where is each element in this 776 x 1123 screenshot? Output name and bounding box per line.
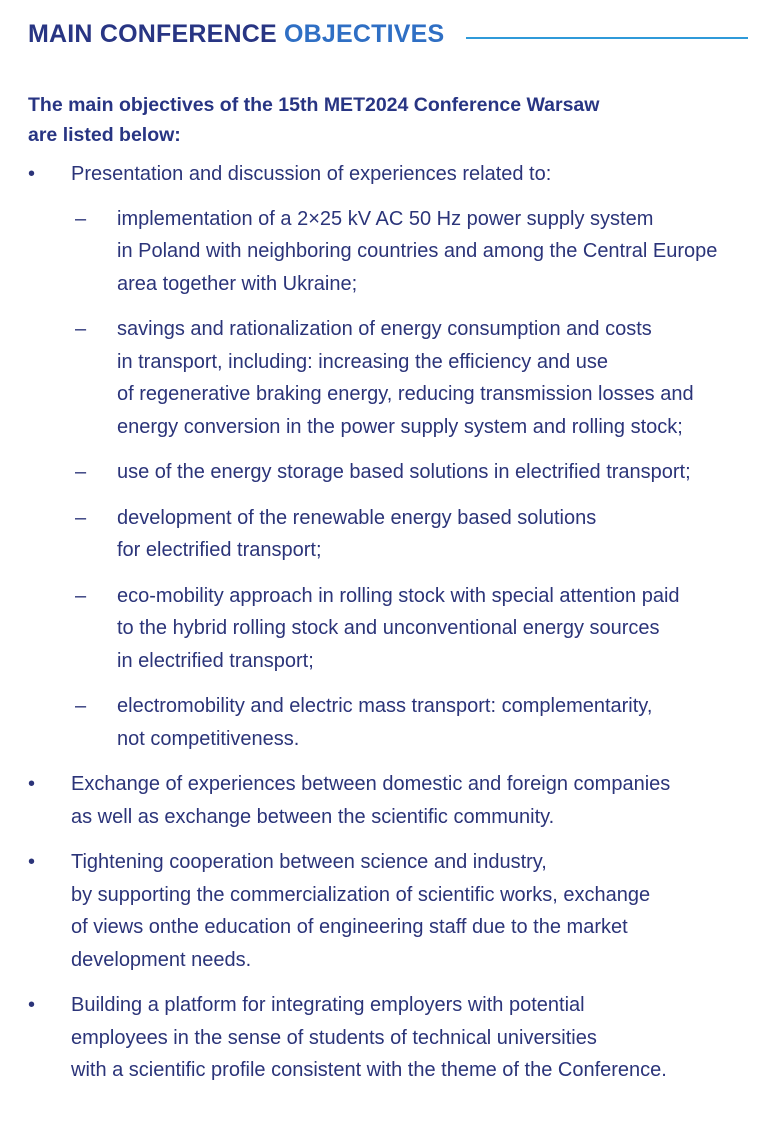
sub-objective-item [71, 203, 754, 301]
intro-paragraph [28, 90, 728, 150]
objective-text-line: by supporting the commercialization of scientific works, exchange [71, 883, 651, 906]
sub-objective-text-line: in transport, including: increasing the efficiency and use [117, 350, 609, 373]
section-title-part2: OBJECTIVES [283, 19, 445, 48]
section-title [28, 20, 444, 49]
sub-objective-item [71, 313, 754, 443]
sub-objective-text-line: for electrified transport; [117, 539, 322, 561]
dash-icon: – [75, 207, 87, 230]
objective-text-line: of views onthe education of engineering staff due to the market [71, 916, 628, 938]
bullet-icon: • [28, 163, 36, 185]
sub-objective-text-line: electromobility and electric mass transport: complementarity, [117, 695, 653, 717]
sub-objective-text-line: area together with Ukraine; [117, 272, 358, 295]
intro-line: are listed below: [28, 124, 181, 146]
sub-objective-text-line: savings and rationalization of energy consumption and costs [117, 318, 652, 340]
sub-objective-item [71, 690, 754, 755]
dash-icon: – [75, 695, 87, 717]
objective-text-line: Building a platform for integrating employers with potential [71, 994, 585, 1016]
dash-icon: – [75, 461, 87, 483]
sub-objectives-list [71, 203, 754, 756]
sub-objective-item [71, 502, 754, 567]
objective-text-line: development needs. [71, 948, 252, 971]
sub-objective-text-line: eco-mobility approach in rolling stock with special attention paid [117, 584, 680, 607]
sub-objective-text-line: to the hybrid rolling stock and unconventional energy sources [117, 617, 660, 639]
bullet-icon: • [28, 773, 36, 795]
sub-objective-item [71, 456, 754, 489]
intro-line: The main objectives of the 15th MET2024 Conference Warsaw [28, 94, 600, 116]
objective-text-line: with a scientific profile consistent with the theme of the Conference. [71, 1059, 667, 1081]
objective-item [0, 768, 776, 833]
objectives-list [0, 158, 776, 1100]
sub-objective-text-line: development of the renewable energy based solutions [117, 506, 597, 529]
bullet-icon: • [28, 994, 36, 1016]
objective-text-line: Exchange of experiences between domestic and foreign companies [71, 773, 671, 795]
sub-objective-text-line: in electrified transport; [117, 649, 314, 672]
objective-item [0, 846, 776, 976]
sub-objective-item [71, 580, 754, 678]
sub-objective-text-line: implementation of a 2×25 kV AC 50 Hz power supply system [117, 207, 654, 230]
objective-item [0, 989, 776, 1087]
sub-objective-text-line: of regenerative braking energy, reducing transmission losses and [117, 383, 694, 405]
section-header [28, 14, 748, 54]
objective-text-line: as well as exchange between the scientific community. [71, 805, 555, 828]
sub-objective-text-line: use of the energy storage based solutions in electrified transport; [117, 461, 691, 483]
dash-icon: – [75, 506, 87, 529]
objective-text-line: Presentation and discussion of experiences related to: [71, 163, 552, 185]
sub-objective-text-line: energy conversion in the power supply system and rolling stock; [117, 415, 683, 438]
dash-icon: – [75, 584, 87, 607]
section-title-part1: MAIN CONFERENCE [28, 19, 284, 48]
objective-item [0, 158, 776, 755]
objective-text-line: employees in the sense of students of technical universities [71, 1026, 597, 1049]
dash-icon: – [75, 318, 87, 340]
sub-objective-text-line: in Poland with neighboring countries and among the Central Europe [117, 240, 718, 262]
title-rule [466, 37, 748, 39]
objective-text-line: Tightening cooperation between science and industry, [71, 851, 547, 873]
sub-objective-text-line: not competitiveness. [117, 727, 300, 750]
bullet-icon: • [28, 851, 36, 873]
